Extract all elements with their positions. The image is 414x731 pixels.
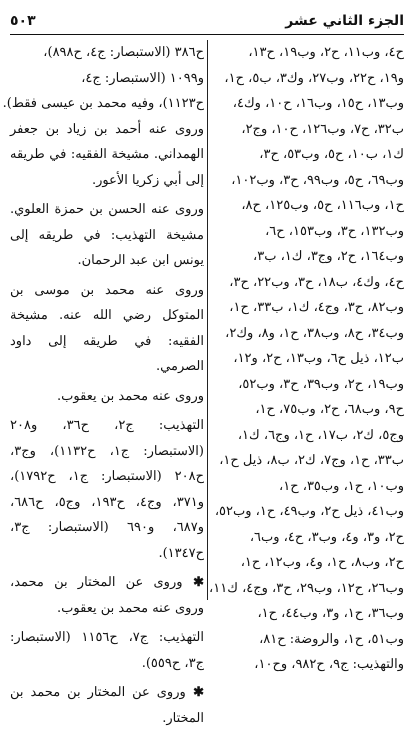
text-line: ح١١٢٣)، وفيه محمد بن عيسى فقط). (2, 96, 204, 111)
text-line: وب٦٩، ح٥، وب٩٩، ح٣، وب١٠٢، (231, 172, 404, 188)
paragraph: التهذيب: ج٢، ح٣٦، و٢٠٨ (الاستبصار: ج١، ح١١٣٢)، وج٣، ح٢٠٨ (الاستبصار: ج١، ح١٧٩٢)، و٣٧١، وج٤، ح١٩٣، وج٥، ح٦٨٦، و٦٨٧، و٦٩٠ (الاستبصار: ج٣، ح١٣٤٧). (10, 418, 205, 561)
text-line: وج٥، ك٢، ب١٧، ح١، وج٦، ك١، (237, 427, 404, 443)
text-line: و١٠٩٩ (الاستبصار: ج٤، (81, 70, 204, 86)
text-line: وب٣٤، ح٨، وب٣٨، ح١، و٨، وك٢، (225, 325, 404, 341)
left-column (2, 40, 205, 726)
paragraph: وروى عنه محمد بن موسى بن المتوكل رضي الله عنه. مشيخة الفقيه: في طريقه إلى داود الصرمي. (10, 282, 204, 374)
column-divider (207, 40, 208, 600)
bullet-paragraph (10, 570, 204, 621)
text-line: ح٤، وب١١، ح٢، وب١٩، ح١٣، (248, 45, 404, 60)
page-header (10, 8, 404, 35)
paragraph: وروى عنه أحمد بن زياد بن جعفر الهمداني. مشيخة الفقيه: في طريقه إلى أبي زكريا الأعور. (10, 121, 204, 188)
paragraph-text: وروى عن المختار بن محمد، وروى عنه محمد بن يعقوب. (10, 575, 204, 616)
page-number: ٥٠٣ (10, 13, 36, 29)
paragraph-text: وروى عن المختار بن محمد بن المختار. (10, 685, 204, 726)
asterisk-icon: ✱ (182, 575, 204, 590)
text-line: وب١٣، ح١٥، وب١٦، ح١٠، وك٤، (232, 96, 404, 111)
paragraph: وروى عنه الحسن بن حمزة العلوي. مشيخة التهذيب: في طريقه إلى يونس ابن عبد الرحمان. (10, 202, 204, 268)
text-line: ح٩، وب٦٨، ح٢، وب٧٥، ح١، (255, 402, 404, 417)
text-line: ح٢، وب٨، ح١، و٤، وب١٢، ح١، (240, 555, 404, 570)
text-line: وب١٣٢، ح٣، وب١٥٣، ح٦، (265, 223, 404, 239)
text-line: ب١٢، ذيل ح٦، وب١٣، ح٢، و١٢، (233, 351, 404, 366)
asterisk-icon: ✱ (185, 685, 204, 700)
text-line: وب١٩، ح٢، وب٣٩، ح٣، وب٥٢، (238, 376, 404, 392)
text-line: وب٨٢، ح٣، وج٤، ك١، ب٣٣، ح١، (229, 300, 404, 315)
running-title: الجزء الثاني عشر (285, 13, 404, 29)
text-line: ح٤، وك٤، ب١٨، ح٣، وب٢٢، ح٣، (229, 274, 404, 290)
text-line: وب١٦٤، ح٢، وج٣، ك١، ب٣، (253, 249, 404, 264)
text-line: وب١٠، ح١، وب٣٥، ح١، (279, 478, 404, 494)
text-line: ك١، ب١٠، ح٥، وب٥٣، ح٣، (259, 147, 404, 162)
paragraph: التهذيب: ج٧، ح١١٥٦ (الاستبصار: ج٣، ح٥٥٩). (10, 630, 204, 671)
text-line: ب٣٣، ح١، وج٧، ك٢، ب٨، ذيل ح١، (219, 453, 404, 468)
paragraph: وروى عنه محمد بن يعقوب. (57, 388, 204, 404)
text-line: ح٣٨٦ (الاستبصار: ج٤، ح٨٩٨)، (43, 45, 204, 60)
text-line: وب٣٦، ح١، و٣، وب٤٤، ح١، (257, 606, 404, 621)
text-line: وب٢٦، ح١٢، وب٢٩، ح٣، وج٤، ك١١، (209, 580, 404, 596)
text-line: ب٣٢، ح٧، وب١٢٦، ح١٠، وج٢، (241, 121, 404, 137)
text-line: و١٩، ح٢٢، وب٢٧، وك٣، ب٥، ح١، (224, 70, 404, 86)
right-column (209, 40, 404, 672)
text-line: ح٢، و٣، و٤، وب٣، ح٤، وب٦، (249, 529, 404, 545)
text-line: والتهذيب: ج٩، ح٩٨٢، وح١٠، (254, 657, 404, 672)
bullet-paragraph (10, 680, 204, 731)
text-line: وب٤١، ذيل ح٢، وب٤٩، ح١، وب٥٢، (214, 504, 404, 519)
text-line: وب٥١، ح١، والروضة: ح٨١، (259, 631, 404, 647)
text-line: ح١، وب١١٦، ح٥، وب١٢٥، ح٨، (241, 198, 404, 213)
